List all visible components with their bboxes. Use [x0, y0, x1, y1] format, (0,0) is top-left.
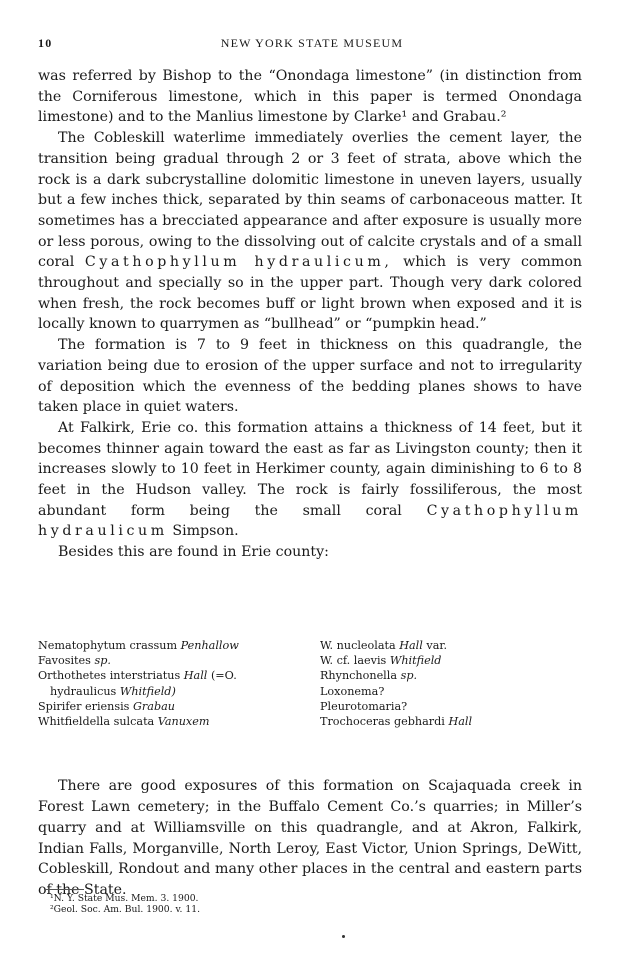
paragraph-text: The Cobleskill waterlime immediately overlies the cement layer, the transition being gradual through 2 or 3 feet of strata, above which the rock is a dark subcrystalline dolomitic limestone in uneven layers, usually but a few inches thick, separated by thin seams of carbonaceous matter. It sometimes has a brecciated appearance and after exposure is usually more or less porous, owing to the dissolving out of calcite crystals and of a small coral: [38, 130, 582, 271]
fossil-entry: Whitfieldella sulcata Vanuxem: [38, 715, 210, 729]
fossil-entry: Loxonema?: [320, 684, 385, 698]
footnotes: [50, 893, 450, 915]
fossil-entry: W. cf. laevis Whitfield: [320, 654, 442, 668]
paragraph-cobleskill: [38, 128, 582, 335]
fossil-entry: Nematophytum crassum Penhallow: [38, 639, 239, 652]
footnote-1: ¹N. Y. State Mus. Mem. 3. 1900.: [50, 893, 199, 904]
fossil-entry: Trochoceras gebhardi Hall: [320, 715, 473, 729]
body-text: [38, 66, 582, 563]
running-header: [38, 36, 586, 54]
fossil-column-left: [38, 638, 310, 729]
paragraph-thickness: The formation is 7 to 9 feet in thickness on this quadrangle, the variation being due to erosion of the upper surface and not to irregularity of deposition which the evenness of the bedding planes shows to have taken place in quiet waters.: [38, 337, 582, 416]
running-title: NEW YORK STATE MUSEUM: [220, 36, 404, 50]
paragraph-exposures: There are good exposures of this formation on Scajaquada creek in Forest Lawn cemetery; in the Buffalo Cement Co.’s quarries; in Miller’s quarry and at Williamsville on this quadrangle, and at Akron, Falkirk, Indian Falls, Morganville, North Leroy, East Victor, Union Springs, DeWitt, Cobleskill, Rondout and many other places in the central and eastern parts of the State.: [38, 778, 582, 899]
fossil-entry: hydraulicus Whitfield): [50, 684, 176, 698]
fossil-entry: Orthothetes interstriatus Hall (=O.: [38, 669, 237, 683]
page-mark: [342, 935, 345, 938]
fossil-column-right: [320, 638, 586, 729]
species-name: Cyathophyllum hydraulicum,: [84, 254, 393, 271]
fossil-entry: Favosites sp.: [38, 654, 111, 668]
paragraph-continuation: was referred by Bishop to the “Onondaga limestone” (in distinction from the Corniferous limestone, which in this paper is termed Onondaga limestone) and to the Manlius limestone by Clarke¹ and Grabau.²: [38, 68, 582, 126]
paragraph-text: Simpson.: [172, 523, 239, 540]
paragraph-falkirk: [38, 418, 582, 542]
fossil-entry: Pleurotomaria?: [320, 699, 408, 713]
paragraph-erie: Besides this are found in Erie county:: [58, 544, 329, 561]
footnote-2: ²Geol. Soc. Am. Bul. 1900. v. 11.: [50, 904, 200, 915]
footnote-rule: [44, 889, 84, 890]
fossil-entry: Rhynchonella sp.: [320, 669, 418, 683]
paragraph-text: which is very common throughout and specially so in the upper part. Though very dark colored when fresh, the rock becomes buff or light brown when exposed and it is locally known to quarrymen as “bullhead” or “pumpkin head.”: [38, 254, 583, 333]
fossil-entry: W. nucleolata Hall var.: [320, 639, 448, 652]
paragraph-text: At Falkirk, Erie co. this formation attains a thickness of 14 feet, but it becomes thinner again toward the east as far as Livingston county; then it increases slowly to 10 feet in Herkimer county, again diminishing to 6 to 8 feet in the Hudson valley. The rock is fairly fossiliferous, the most abundant form being the small coral: [38, 419, 582, 519]
page-number: 10: [38, 36, 53, 50]
fossil-entry: Spirifer eriensis Grabau: [38, 699, 175, 713]
species-name: Cyathophyllum hydraulicum: [38, 502, 582, 540]
